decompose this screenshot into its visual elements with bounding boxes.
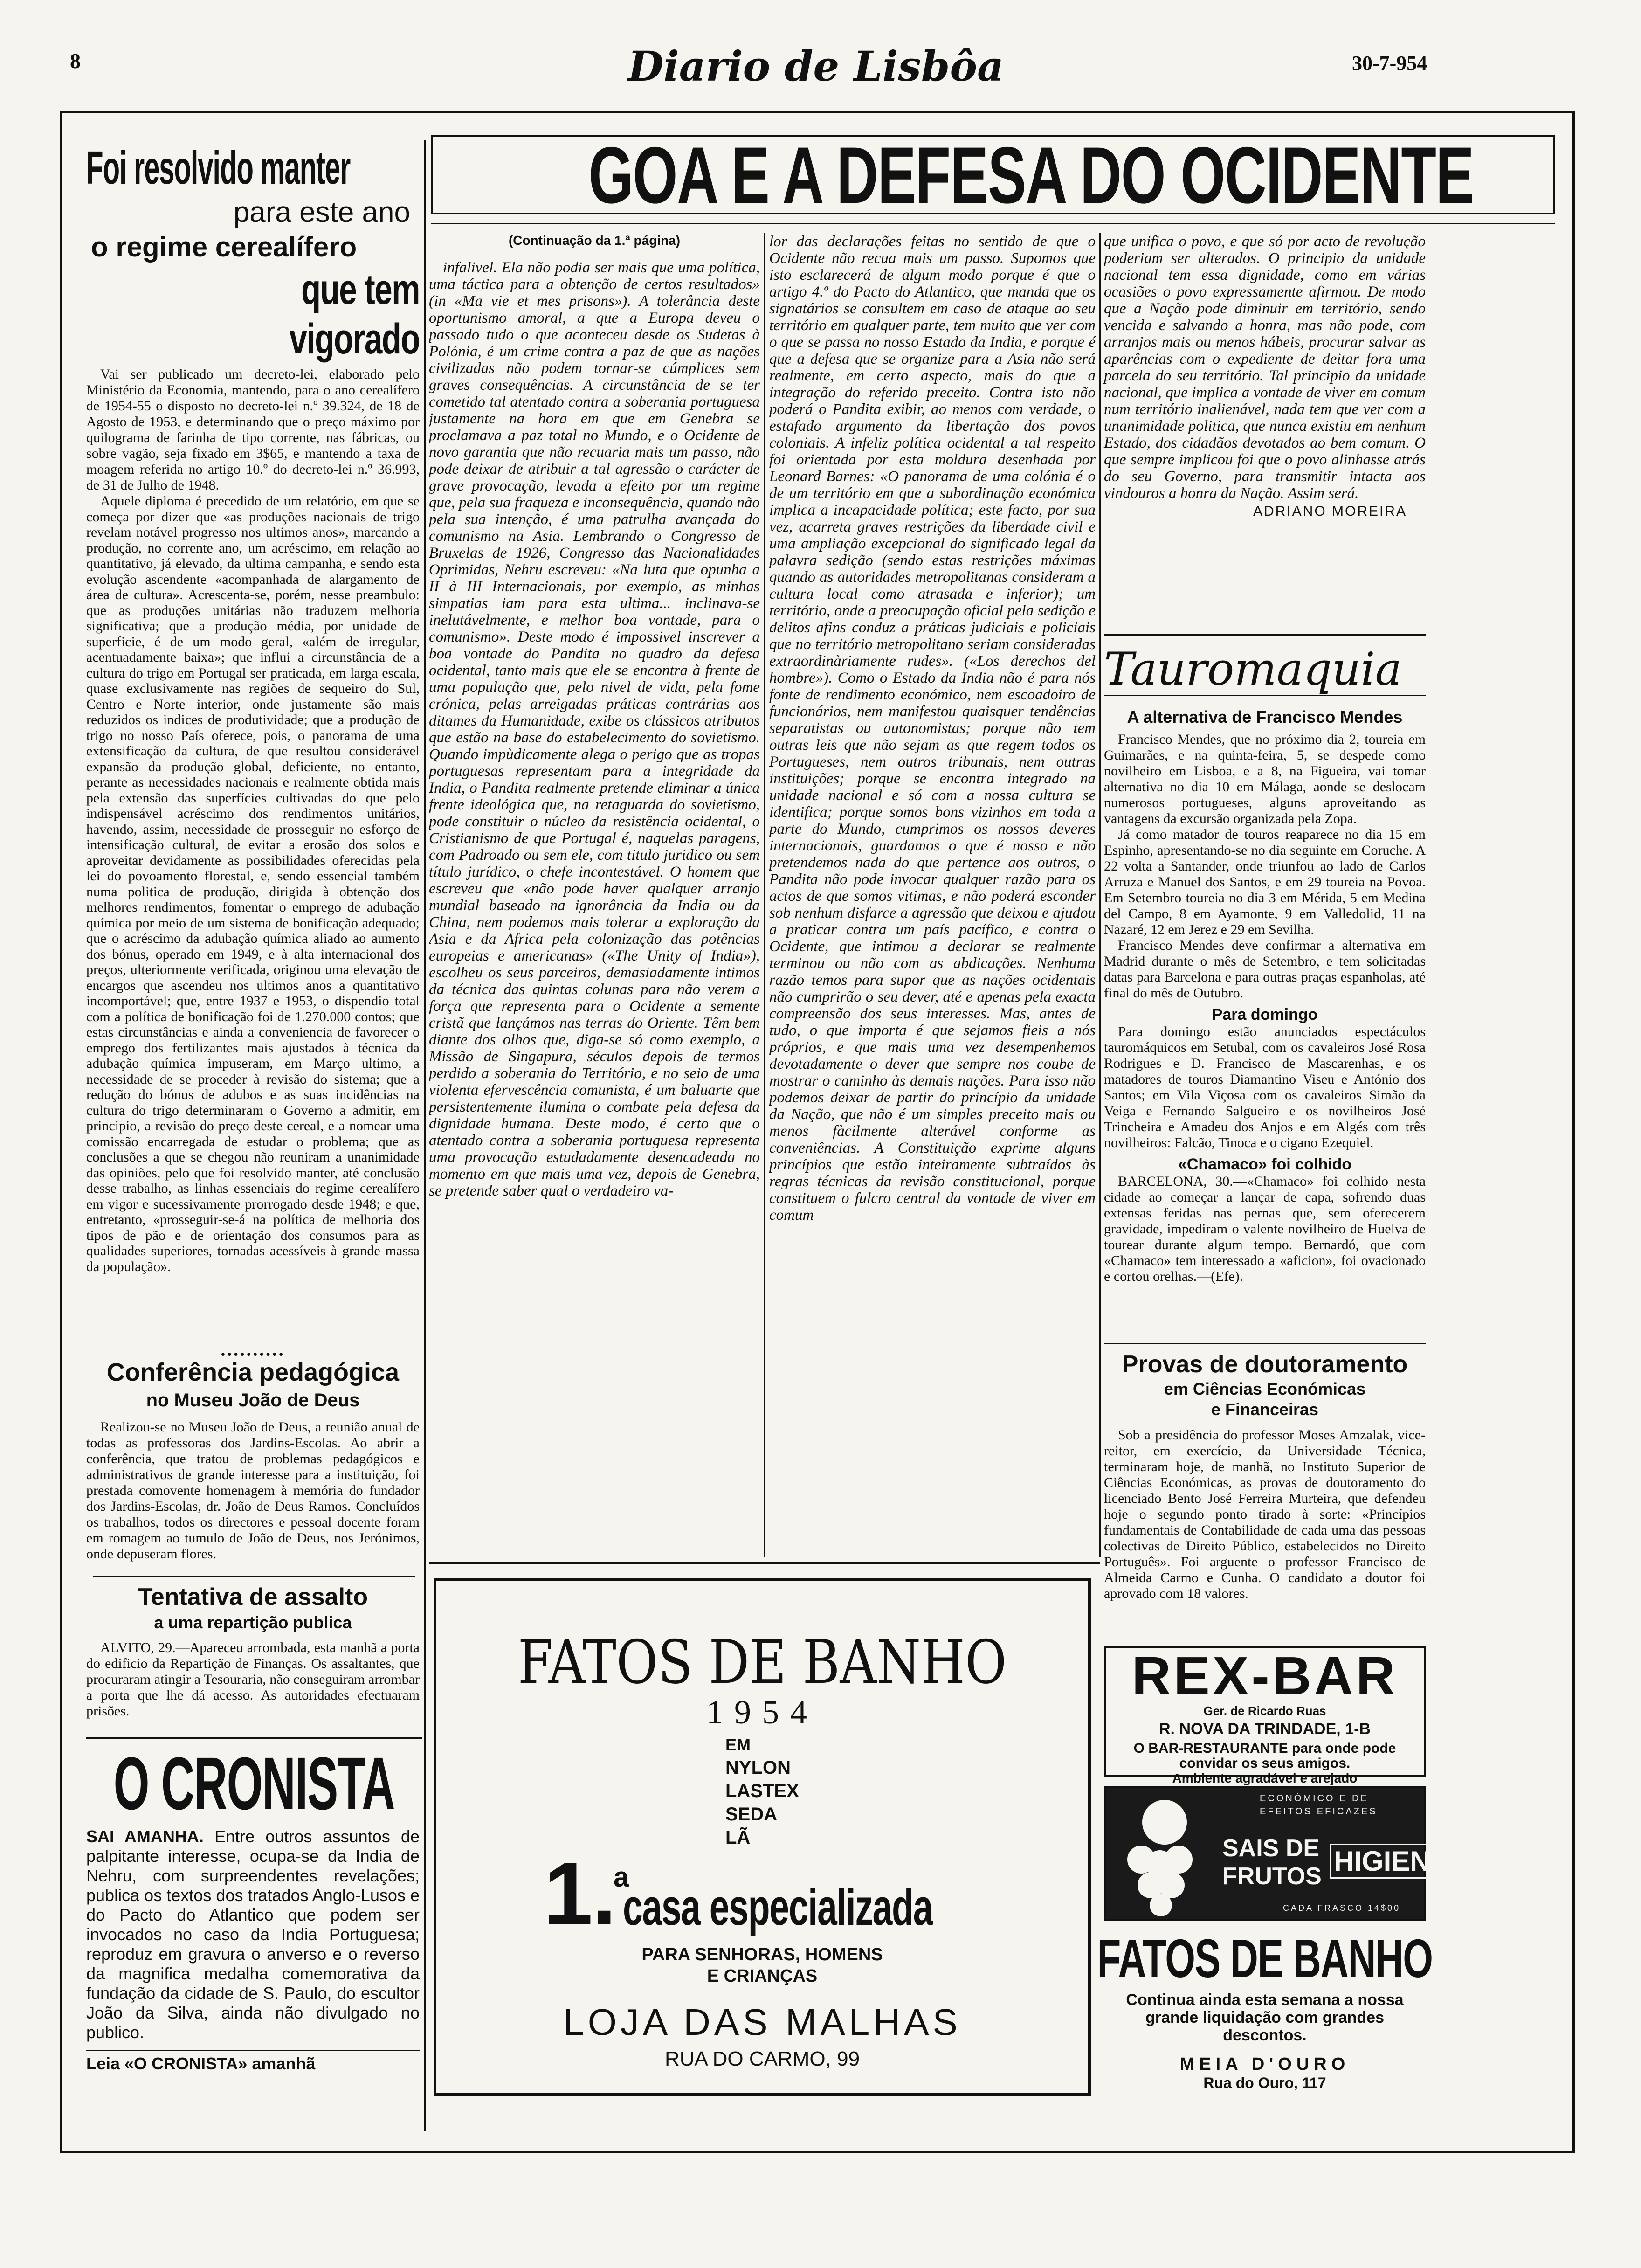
rule-tentativa xyxy=(93,1576,415,1577)
cereal-para-2: Aquele diploma é precedido de um relatório, em que se começa por dizer que «as produções nacionais de trigo revelam notável progresso nos ultimos anos», marcando a produção, no corrente ano, um acréscimo, em relação ao quantitativo, já elevado, da ultima campanha, e sendo esta evolução ascendente «acompanhada de alargamento de área de cultura». Acrescenta-se, porém, nesse preambulo: que as produções unitárias não traduzem melhoria significativa; que a produção média, por unidade de superficie, é de um modo geral, «além de irregular, acentuadamente baixa»; que influi a circunstância de a cultura do trigo em Portugal ser praticada, em larga escala, quase exclusivamente nas regiões de sequeiro do Sul, Centro e Norte interior, onde justamente são mais reduzidos os indices de produtividade; que a produção de trigo no nosso País oferece, pois, o panorama de uma extensificação da cultura, de que resultou considerável expansão da produção global, deficiente, no entanto, perante as necessidades nacionais e realmente obtida mais pela extensão das superfícies cultivadas do que pelo indispensável acréscimo dos rendimentos unitários, havendo, assim, necessidade de prosseguir no esforço de intensificação cultural, de evitar a erosão dos solos e aproveitar devidamente as possibilidades oferecidas pela lei do povoamento florestal, e, sendo essencial também numa politica de produção, dirigida à obtenção dos melhores rendimentos, fomentar o emprego de adubação química por meio de um sistema de bonificação adequado; que o acréscimo da adubação química aliado ao aumento dos bónus, operado em 1949, e à alta internacional dos preços, ulteriormente verificada, originou uma elevação de encargos que ascendeu nos ultimos anos a quantitativo incomportável; que, entre 1937 e 1953, o dispendio total com a política de bonificação foi de 1.270.000 contos; que estas circunstâncias e ainda a conveniencia de favorecer o emprego dos fertilizantes mais ajustados à técnica da adubação química impuseram, em Março ultimo, a necessidade de se proceder à revisão do sistema; que a redução do bónus de adubos e as suas incidências na cultura do trigo determinaram o Governo a admitir, em principio, a revisão do preço deste cereal, e a nomear uma comissão encarregada de estudar o problema; que as conclusões a que se chegou não reuniram a unanimidade das opiniões, pelo que foi resolvido manter, até conclusão desse trabalho, as linhas essenciais do regime cerealífero em vigor e sucessivamente prorrogado desde 1948; e que, entretanto, «prosseguir-se-á na política de melhoria dos tipos de pão e de orientação dos consumos para as qualidades superiores, tornadas acessíveis à grande massa da população». xyxy=(86,493,420,1274)
rex-bar-address: R. NOVA DA TRINDADE, 1-B xyxy=(1159,1720,1371,1738)
conferencia-subhead: no Museu João de Deus xyxy=(146,1390,360,1411)
separator-goa-1 xyxy=(764,233,765,1557)
cereal-headline-4: que tem vigorado xyxy=(289,266,420,363)
rex-bar-ad xyxy=(1104,1646,1426,1785)
conferencia-body: Realizou-se no Museu João de Deus, a reunião anual de todas as professoras dos Jardins-Escolas. Ao abrir a conferência, que tratou de problemas pedagógicos e administrativos de grande interesse para a instituição, foi prestada comovente homenagem à memória do fundador dos Jardins-Escolas, dr. João de Deus Ramos. Concluídos os trabalhos, todos os directores e pessoal docente foram em romagem ao tumulo de João de Deus, nos Jerónimos, onde depuseram flores. xyxy=(86,1419,420,1562)
masthead-date: 30-7-954 xyxy=(1352,52,1427,75)
tauro-body-3: Francisco Mendes deve confirmar a alternativa em Madrid durante o mês de Setembro, e tem solicitadas datas para Barcelona e para outras praças espanholas, até final do mês de Outubro. xyxy=(1104,938,1426,1001)
rule-doutor xyxy=(1104,1343,1426,1344)
sais-line-1: SAIS DE xyxy=(1222,1835,1320,1862)
fatos-big-casa: casa especializada xyxy=(623,1879,933,1936)
cereal-headline-1: Foi resolvido manter xyxy=(86,142,351,194)
fatos-big-for-1: PARA SENHORAS, HOMENS xyxy=(641,1945,883,1964)
tauro-sub-1: Para domingo xyxy=(1212,1006,1318,1023)
rex-bar-manager: Ger. de Ricardo Ruas xyxy=(1203,1704,1326,1718)
cronista-ad xyxy=(86,1744,420,2074)
masthead-title: Diario de Lisbôa xyxy=(627,42,1004,90)
rule-cronista xyxy=(86,1737,422,1739)
fatos-big-year: 1954 xyxy=(706,1694,818,1731)
conferencia-article xyxy=(86,1357,420,1562)
cereal-headline-2: para este ano xyxy=(233,196,410,228)
tauro-body-4: Para domingo estão anunciados espectáculos tauromáquicos em Setubal, com os cavaleiros José Rosa Rodrigues e D. Francisco de Mascarenhas, e os matadores de touros Diamantino Viseu e António dos Santos; em Vila Viçosa com os cavaleiros Simão da Veiga e Fernando Salgueiro e os novilheiros José Trincheira e Amadeu dos Anjos e em Algés com três novilheiros: Falcão, Tinoca e o cigano Ezequiel. xyxy=(1104,1024,1426,1150)
fatos-right-title: FATOS DE BANHO xyxy=(1097,1928,1433,1989)
goa-col-3 xyxy=(1104,233,1426,519)
goa-col2-text: lor das declarações feitas no sentido de que o Ocidente não recua mais um passo. Supomos que isto esclarecerá de algum modo porque é que o artigo 4.º do Pacto do Atlantico, que manda que os signatários se consultem em caso de ataque ao seu território em qualquer parte, tem muito que ver com o que se passa no nosso Estado da India, e porque é que a defesa que se organize para a Asia não será realmente, em certo aspecto, mais do que a integração do referido preceito. Contra isto não poderá o Pandita exibir, ao menos com verdade, o estafado argumento da libertação dos povos coloniais. A infeliz política ocidental a tal respeito foi orientada por esta moldura desenhada por Leonard Barnes: «O panorama de uma colónia é o de um território em que a subordinação económica implica a incapacidade política; este facto, por sua vez, acarreta graves restrições da liberdade civil e uma ampliação excepcional do significado legal da palavra sedição (sendo estas restrições máximas quando as autoridades metropolitanas consideram a cultura local como atrasada e inferior); um território, onde a preocupação oficial pela sedição e delitos afins conduz a práticas judiciais e policiais que no território metropolitano seriam consideradas extraordinàriamente rudes». («Los derechos del hombre»). Como o Estado da India não é para nós fonte de rendimento económico, nem escoadoiro de funcionários, nem manifestou quaisquer tendências separatistas ou autonomistas; porque não tem outras leis que não sejam as que regem todos os Portugueses, nem outros tribunais, nem outras instituições; porque se encontra integrado na unidade nacional e só com a nossa cultura se identifica; porque somos bons vizinhos em toda a parte do Mundo, cumprimos os nossos deveres internacionais, guardamos o que é nosso e não pretendemos nada do que pertence aos outros, o Pandita não pode invocar qualquer razão para os actos de que somos vitimas, e não poderá esconder sob nenhum disfarce a agressão que deixou e ajudou a praticar contra um país pacífico, e contra o Ocidente, que intimou a declarar se realmente terminou ou não com as abdicações. Nenhuma razão temos para supor que as nações ocidentais não cumprirão o seu dever, até e apenas pela exacta compreensão dos seus interesses. Mas, antes de tudo, o que importa é que sejamos fieis a nós próprios, e que mais uma vez desempenhemos devotadamente o dever que sempre nos coube de mostrar o caminho às demais nações. Para isso não podemos deixar de partir do princípio da unidade da Nação, que não é um simples preceito mais ou menos fàcilmente alterável conforme as conveniências. A Constituição exprime alguns princípios que estão inteiramente subtraídos às regras técnicas da revisão constitucional, porque constituem o fulcro central da vontade de viver em comum xyxy=(769,233,1096,1224)
doutoramento-article xyxy=(1104,1350,1426,1602)
separator-goa-2 xyxy=(1099,233,1101,1557)
fatos-right-shop: MEIA D'OURO xyxy=(1179,2054,1350,2074)
goa-col3-text: que unifica o povo, e que só por acto de revolução poderiam ser alterados. O principio da unidade nacional tem essa dignidade, como em várias ocasiões o povo expressamente afirmou. De modo que a Nação pode diminuir em território, sendo vencida e salvando a honra, mas não pode, com arranjos mais ou menos hábeis, procurar salvar as aparências com o expediente de deitar fora uma parcela do seu território. Tal principio da unidade nacional, que implica a vontade de viver em comum num território inalienável, nada tem que ver com a unanimidade politica, que nunca existiu em nenhum Estado, dos cidadãos devotados ao bem comum. O que sempre implicou foi que o povo alinhasse atrás do seu Governo, para transmitir intacta aos vindouros a honra da Nação. Assim será. xyxy=(1104,233,1426,502)
fatos-right-ad xyxy=(1097,1928,1433,2092)
cereal-headline-3: o regime cerealífero xyxy=(91,231,357,263)
doutoramento-subhead-1: em Ciências Económicas xyxy=(1164,1379,1366,1398)
tentativa-subhead: a uma repartição publica xyxy=(154,1613,352,1632)
fatos-big-nylon: NYLON xyxy=(725,1757,791,1778)
sais-top-2: EFEITOS EFICAZES xyxy=(1260,1806,1378,1817)
fatos-right-address: Rua do Ouro, 117 xyxy=(1203,2074,1326,2091)
sais-frutos-ad xyxy=(1104,1786,1449,1921)
rule-big-ad xyxy=(429,1562,1100,1564)
goa-continuation: (Continuação da 1.ª página) xyxy=(508,233,681,248)
fatos-big-title: FATOS DE BANHO xyxy=(517,1628,1007,1697)
goa-author: ADRIANO MOREIRA xyxy=(1253,504,1407,519)
sais-top-1: ECONÓMICO E DE xyxy=(1260,1793,1369,1804)
rex-bar-title: REX-BAR xyxy=(1131,1646,1398,1706)
cronista-lead: SAI AMANHA. xyxy=(86,1827,204,1846)
fatos-big-lastex: LASTEX xyxy=(725,1781,799,1801)
goa-col-1 xyxy=(429,233,760,1557)
rex-bar-line-1: O BAR-RESTAURANTE para onde pode convidar os seus amigos. xyxy=(1133,1741,1396,1771)
cronista-footer: Leia «O CRONISTA» amanhã xyxy=(86,2050,420,2074)
cronista-body xyxy=(86,1827,420,2042)
sais-brand: HIGIENE xyxy=(1330,1844,1453,1879)
tauromaquia-section xyxy=(1104,643,1426,1285)
fatos-big-em: EM xyxy=(725,1735,751,1754)
rex-bar-line-2: Ambiente agradável e arejado xyxy=(1172,1771,1358,1785)
fatos-big-sup: a xyxy=(614,1861,628,1893)
fatos-big-seda: SEDA xyxy=(725,1804,778,1825)
tentativa-article xyxy=(86,1583,420,1719)
tauro-headline: A alternativa de Francisco Mendes xyxy=(1127,707,1403,726)
fatos-big-shop: LOJA DAS MALHAS xyxy=(563,2001,961,2043)
sais-line-2: FRUTOS xyxy=(1222,1863,1322,1890)
doutoramento-headline: Provas de doutoramento xyxy=(1122,1351,1408,1378)
goa-col-2 xyxy=(769,233,1096,1557)
tauro-body-5: BARCELONA, 30.—«Chamaco» foi colhido nesta cidade ao começar a lançar de capa, sofrendo duas extensas feridas nas pernas que, sem oferecerem gravidade, impediram o valente novilheiro de Huelva de tourear durante algum tempo. Bernardó, que com «Chamaco» tem interessado a «aficion», foi ovacionado e cortou orelhas.—(Efe). xyxy=(1104,1174,1426,1284)
doutoramento-body: Sob a presidência do professor Moses Amzalak, vice-reitor, em exercício, da Universidade Técnica, terminaram hoje, de manhã, no Instituto Superior de Ciências Económicas, as provas de doutoramento do licenciado Bento José Ferreira Murteira, que defendeu hoje o segundo ponto tirado à sorte: «Princípios fundamentais de Contabilidade de cada uma das pessoas colectivas de Direito Público, estabelecidos no Direito Português». Foi arguente o professor Francisco de Almeida Carmo e Cunha. O candidato a doutor foi aprovado com 18 valores. xyxy=(1104,1427,1426,1601)
doutoramento-subhead-2: e Financeiras xyxy=(1211,1400,1319,1419)
fatos-big-first: 1. xyxy=(544,1844,616,1943)
tauro-body-2: Já como matador de touros reaparece no dia 15 em Espinho, apresentando-se no dia seguinte em Coruche. A 22 volta a Santander, onde triunfou ao lado de Carlos Arruza e Manuel dos Santos, e em 29 toureia na Povoa. Em Setembro toureia no dia 3 em Mérida, 5 em Medina del Campo, 8 em Ayamonte, 9 em Valledolid, 11 na Nazaré, 12 em Jerez e 29 em Sevilha. xyxy=(1104,827,1426,937)
page-number: 8 xyxy=(70,49,81,73)
fatos-big-address: RUA DO CARMO, 99 xyxy=(664,2047,860,2070)
goa-headline: GOA E A DEFESA DO OCIDENTE xyxy=(588,131,1474,220)
rule-tauro xyxy=(1104,634,1426,636)
fatos-big-for-2: E CRIANÇAS xyxy=(707,1966,818,1986)
fatos-big-la: LÃ xyxy=(725,1827,751,1848)
tauro-sub-2: «Chamaco» foi colhido xyxy=(1178,1155,1352,1173)
divider-dots: •••••••••• xyxy=(221,1348,285,1362)
fatos-big-ad xyxy=(434,1578,1091,2096)
goa-col1-text: infalivel. Ela não podia ser mais que uma política, uma táctica para a obtenção de certos resultados» (in «Ma vie et mes prisons»). A tolerância deste oportunismo amoral, a que a Europa deveu o passado tudo o que aconteceu desde os Sudetas à Polónia, é um crime contra a paz de que as nações civilizadas não podem tornar-se cúmplices sem graves consequências. A circunstância de se ter cometido tal atentado contra a soberania portuguesa justamente na hora em que em Genebra se proclamava a paz total no Mundo, e o Ocidente de novo garantia que não recuaria mais um passo, não pode deixar de atribuir a tal agressão o carácter de grave provocação, levada a efeito por um regime que, pela sua fraqueza e inconsequência, quando não pela sua intenção, é uma patrulha avançada do comunismo na Asia. Lembrando o Congresso de Bruxelas de 1926, Congresso das Nacionalidades Oprimidas, Nehru escreveu: «Na luta que opunha a II à III Internacionais, por exemplo, as minhas simpatias iam para esta ultima... inclinava-se inelutávelmente, e melhor boa vontade, para o comunismo». Deste modo é impossivel inscrever a boa vontade do Pandita no quadro da defesa ocidental, tanto mais que ele se encontra à frente de uma população que, pelo nivel de vida, pela fome crónica, pelas arreigadas práticas contrárias aos ditames da Humanidade, exibe os clássicos atributos que estão na base do estabelecimento do sovietismo. Quando impùdicamente alega o perigo que as tropas portuguesas representam para a integridade da India, o Pandita realmente pretende eliminar a única frente ideológica que, na retaguarda do sovietismo, pode constituir o núcleo da resistência ocidental, o Cristianismo de que Portugal é, naquelas paragens, com Padroado ou sem ele, com titulo juridico ou sem título jurídico, o chefe incontestável. O homem que escreveu que «não pode haver qualquer arranjo mundial baseado na ignorância da India ou da China, nem podemos mais tolerar a exploração da Asia e da Africa pela colonização das potências europeias e americanas» («The Unity of India»), escolheu os seus parceiros, demasiadamente intimos da técnica das quintas colunas para não verem a força que representa para o Ocidente a semente cristã que lançámos nas terras do Oriente. Têm bem diante dos olhos que, diga-se só como exemplo, a Missão de Singapura, séculos depois de termos perdido a soberania do Território, e no seio de uma violenta efervescência comunista, é um baluarte que persistentemente ilumina o combate pela defesa da dignidade humana. Deste modo, é certo que o atentado contra a soberania portuguesa representa uma provocação estudadamente desencadeada no momento em que mais uma vez, depois de Genebra, se pretende saber qual o verdadeiro va- xyxy=(429,259,760,1199)
conferencia-headline: Conferência pedagógica xyxy=(106,1358,400,1386)
tauro-body-1: Francisco Mendes, que no próximo dia 2, toureia em Guimarães, e na quinta-feira, 5, se despede como novilheiro em Lisboa, e a 8, na Figueira, vai tomar alternativa no dia 10 em Málaga, aonde se deslocam numerosos portugueses, alguns aproveitando as vantagens da excursão organizada pela Zopa. xyxy=(1104,732,1426,826)
left-column xyxy=(86,140,420,1274)
cereal-para-1: Vai ser publicado um decreto-lei, elaborado pelo Ministério da Economia, mantendo, para o ano cerealífero de 1954-55 o disposto no decreto-lei n.º 39.324, de 18 de Agosto de 1953, e determinando que o preço máximo por quilograma de farinha de tipo corrente, nas fábricas, ou sobre vagão, seja fixado em 3$65, e mantendo a taxa de moagem referida no artigo 10.º do decreto-lei n.º 36.993, de 31 de Julho de 1948. xyxy=(86,366,420,493)
fruit-bowl-icon xyxy=(1109,1790,1220,1920)
fatos-right-body: Continua ainda esta semana a nossa grande liquidação com grandes descontos. xyxy=(1126,1991,1404,2044)
goa-rule xyxy=(431,223,1555,224)
tauromaquia-title: Tauromaquia xyxy=(1104,643,1426,696)
separator-left xyxy=(424,140,426,2131)
cronista-title: O CRONISTA xyxy=(113,1742,395,1825)
tentativa-body: ALVITO, 29.—Apareceu arrombada, esta manhã a porta do edificio da Repartição de Finanças. Os assaltantes, que procuraram atingir a Tesouraria, não conseguiram arrombar a porta que lhe dá acesso. As autoridades efectuaram prisões. xyxy=(86,1640,420,1719)
cronista-text: Entre outros assuntos de palpitante interesse, ocupa-se da India de Nehru, com surpreendentes revelações; publica os textos dos tratados Anglo-Lusos e do Pacto do Atlantico que podem ser invocados no caso da India Portuguesa; reproduz em gravura o anverso e o reverso da magnifica medalha comemorativa da fundação da cidade de S. Paulo, do escultor João da Silva, ainda não divulgado no publico. xyxy=(86,1827,420,2042)
sais-bottom: CADA FRASCO 14$00 xyxy=(1283,1903,1401,1913)
tentativa-headline: Tentativa de assalto xyxy=(138,1583,368,1611)
